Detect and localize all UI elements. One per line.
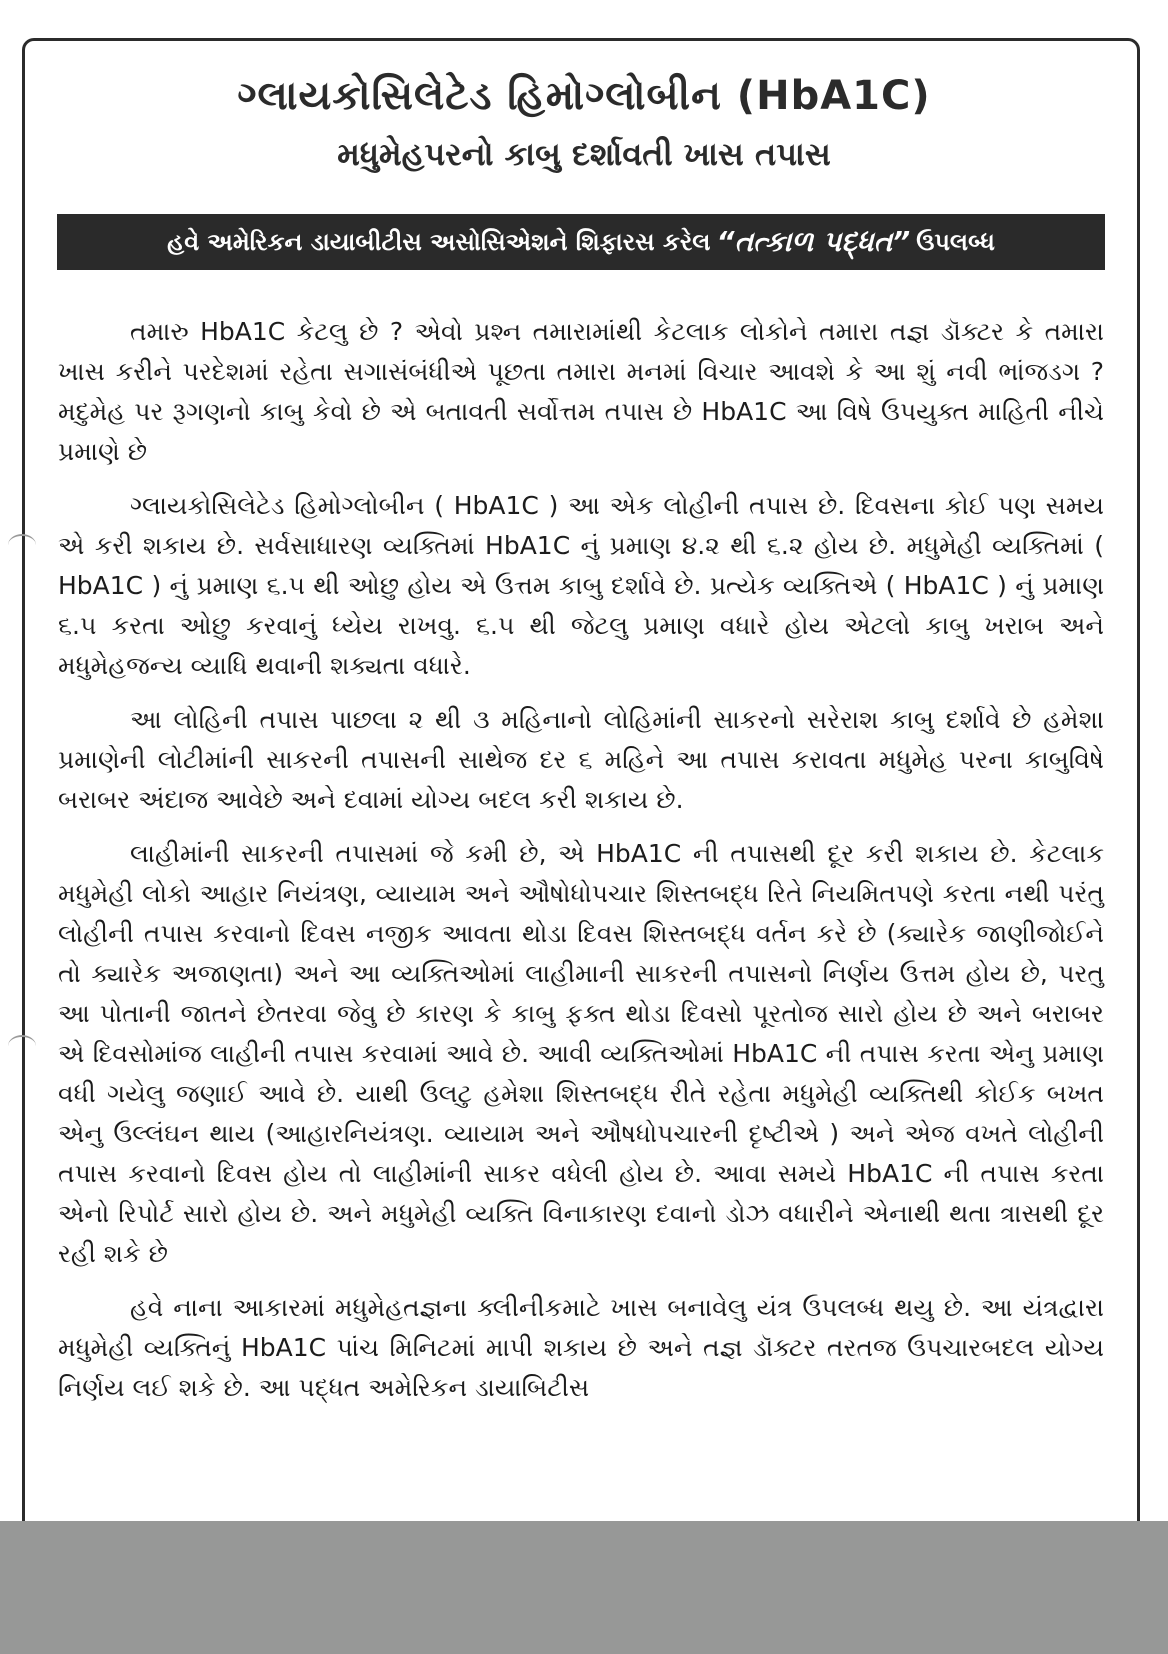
paragraph: ગ્લાયકોસિલેટેડ હિમોગ્લોબીન ( HbA1C ) આ એક લોહીની તપાસ છે. દિવસના કોઈ પણ સમય એ કરી શકાય છે. સર્વસાધારણ વ્યક્તિમાં HbA1C નું પ્રમાણ ૪.૨ થી ૬.૨ હોય છે. મધુમેહી વ્યક્તિમાં ( HbA1C ) નું પ્રમાણ ૬.૫ થી ઓછુ હોય એ ઉત્તમ કાબુ દર્શાવે છે. પ્રત્યેક વ્યક્તિએ ( HbA1C ) નું પ્રમાણ ૬.૫ કરતા ઓછુ કરવાનું ધ્યેય રાખવુ. ૬.૫ થી જેટલુ પ્રમાણ વધારે હોય એટલો કાબુ ખરાબ અને મધુમેહજન્ય વ્યાધિ થવાની શક્યતા વધારે. [58, 491, 1104, 680]
announcement-banner [57, 214, 1105, 270]
scanner-bottom-band [0, 1521, 1168, 1654]
paragraph: લાહીમાંની સાકરની તપાસમાં જે કમી છે, એ HbA1C ની તપાસથી દૂર કરી શકાય છે. કેટલાક મધુમેહી લોકો આહાર નિયંત્રણ, વ્યાયામ અને ઔષોધોપચાર શિસ્તબદ્ધ રિતે નિયમિતપણે કરતા નથી પરંતુ લોહીની તપાસ કરવાનો દિવસ નજીક આવતા થોડા દિવસ શિસ્તબદ્ધ વર્તન કરે છે (ક્યારેક જાણીજોઈને તો ક્યારેક અજાણતા) અને આ વ્યક્તિઓમાં લાહીમાની સાકરની તપાસનો નિર્ણય ઉત્તમ હોય છે, પરતુ આ પોતાની જાતને છેતરવા જેવુ છે કારણ કે કાબુ ફક્ત થોડા દિવસો પૂરતોજ સારો હોય છે અને બરાબર એ દિવસોમાંજ લાહીની તપાસ કરવામાં આવે છે. આવી વ્યક્તિઓમાં HbA1C ની તપાસ કરતા એનુ પ્રમાણ વધી ગયેલુ જણાઈ આવે છે. યાથી ઉલટુ હમેશા શિસ્તબદ્ધ રીતે રહેતા મધુમેહી વ્યક્તિથી કોઈક બખત એનુ ઉલ્લંઘન થાય (આહારનિયંત્રણ. વ્યાયામ અને ઔષધોપચારની દૃષ્ટીએ ) અને એજ વખતે લોહીની તપાસ કરવાનો દિવસ હોય તો લાહીમાંની સાકર વધેલી હોય છે. આવા સમયે HbA1C ની તપાસ કરતા એનો રિપોર્ટ સારો હોય છે. અને મધુમેહી વ્યક્તિ વિનાકારણ દવાનો ડોઝ વધારીને એનાથી થતા ત્રાસથી દૂર રહી શકે છે [58, 839, 1104, 1268]
paragraph: તમારુ HbA1C કેટલુ છે ? એવો પ્રશ્ન તમારામાંથી કેટલાક લોકોને તમારા તજ્ઞ ડૉક્ટર કે તમારા ખાસ કરીને પરદેશમાં રહેતા સગાસંબંધીએ પૂછતા તમારા મનમાં વિચાર આવશે કે આ શું નવી ભાંજડગ ? મદુમેહ પર રૂગણનો કાબુ કેવો છે એ બતાવતી સર્વોત્તમ તપાસ છે HbA1C આ વિષે ઉપયુક્ત માહિતી નીચે પ્રમાણે છે [58, 317, 1104, 466]
page-subtitle: મધુમેહપરનો કાબુ દર્શાવતી ખાસ તપાસ [337, 135, 831, 173]
banner-text-end: ઉપલબ્ધ [916, 228, 995, 256]
banner-text: હવે અમેરિકન ડાયાબીટીસ અસોસિએશને શિફારસ કરેલ [167, 228, 711, 256]
paragraph: હવે નાના આકારમાં મધુમેહતજ્ઞના ક્લીનીકમાટે ખાસ બનાવેલુ યંત્ર ઉપલબ્ધ થયુ છે. આ યંત્રદ્વારા મધુમેહી વ્યક્તિનું HbA1C પાંચ મિનિટમાં માપી શકાય છે અને તજ્ઞ ડૉક્ટર તરતજ ઉપચારબદલ યોગ્ય નિર્ણય લઈ શકે છે. આ પદ્ધત અમેરિકન ડાયાબિટીસ [58, 1293, 1104, 1402]
page-title: ગ્લાયકોસિલેટેડ હિમોગ્લોબીન (HbA1C) [237, 73, 931, 119]
punch-hole-mark [8, 534, 36, 556]
article-body [58, 312, 1104, 1422]
paragraph: આ લોહિની તપાસ પાછલા ૨ થી ૩ મહિનાનો લોહિમાંની સાકરનો સરેરાશ કાબુ દર્શાવે છે હમેશા પ્રમાણેની લોટીમાંની સાકરની તપાસની સાથેજ દર ૬ મહિને આ તપાસ કરાવતા મધુમેહ પરના કાબુવિષે બરાબર અંદાજ આવેછે અને દવામાં યોગ્ય બદલ કરી શકાય છે. [58, 705, 1104, 814]
banner-emphasis: “તત્કાળ પદ્ધત” [716, 225, 911, 258]
punch-hole-mark [8, 1035, 36, 1057]
